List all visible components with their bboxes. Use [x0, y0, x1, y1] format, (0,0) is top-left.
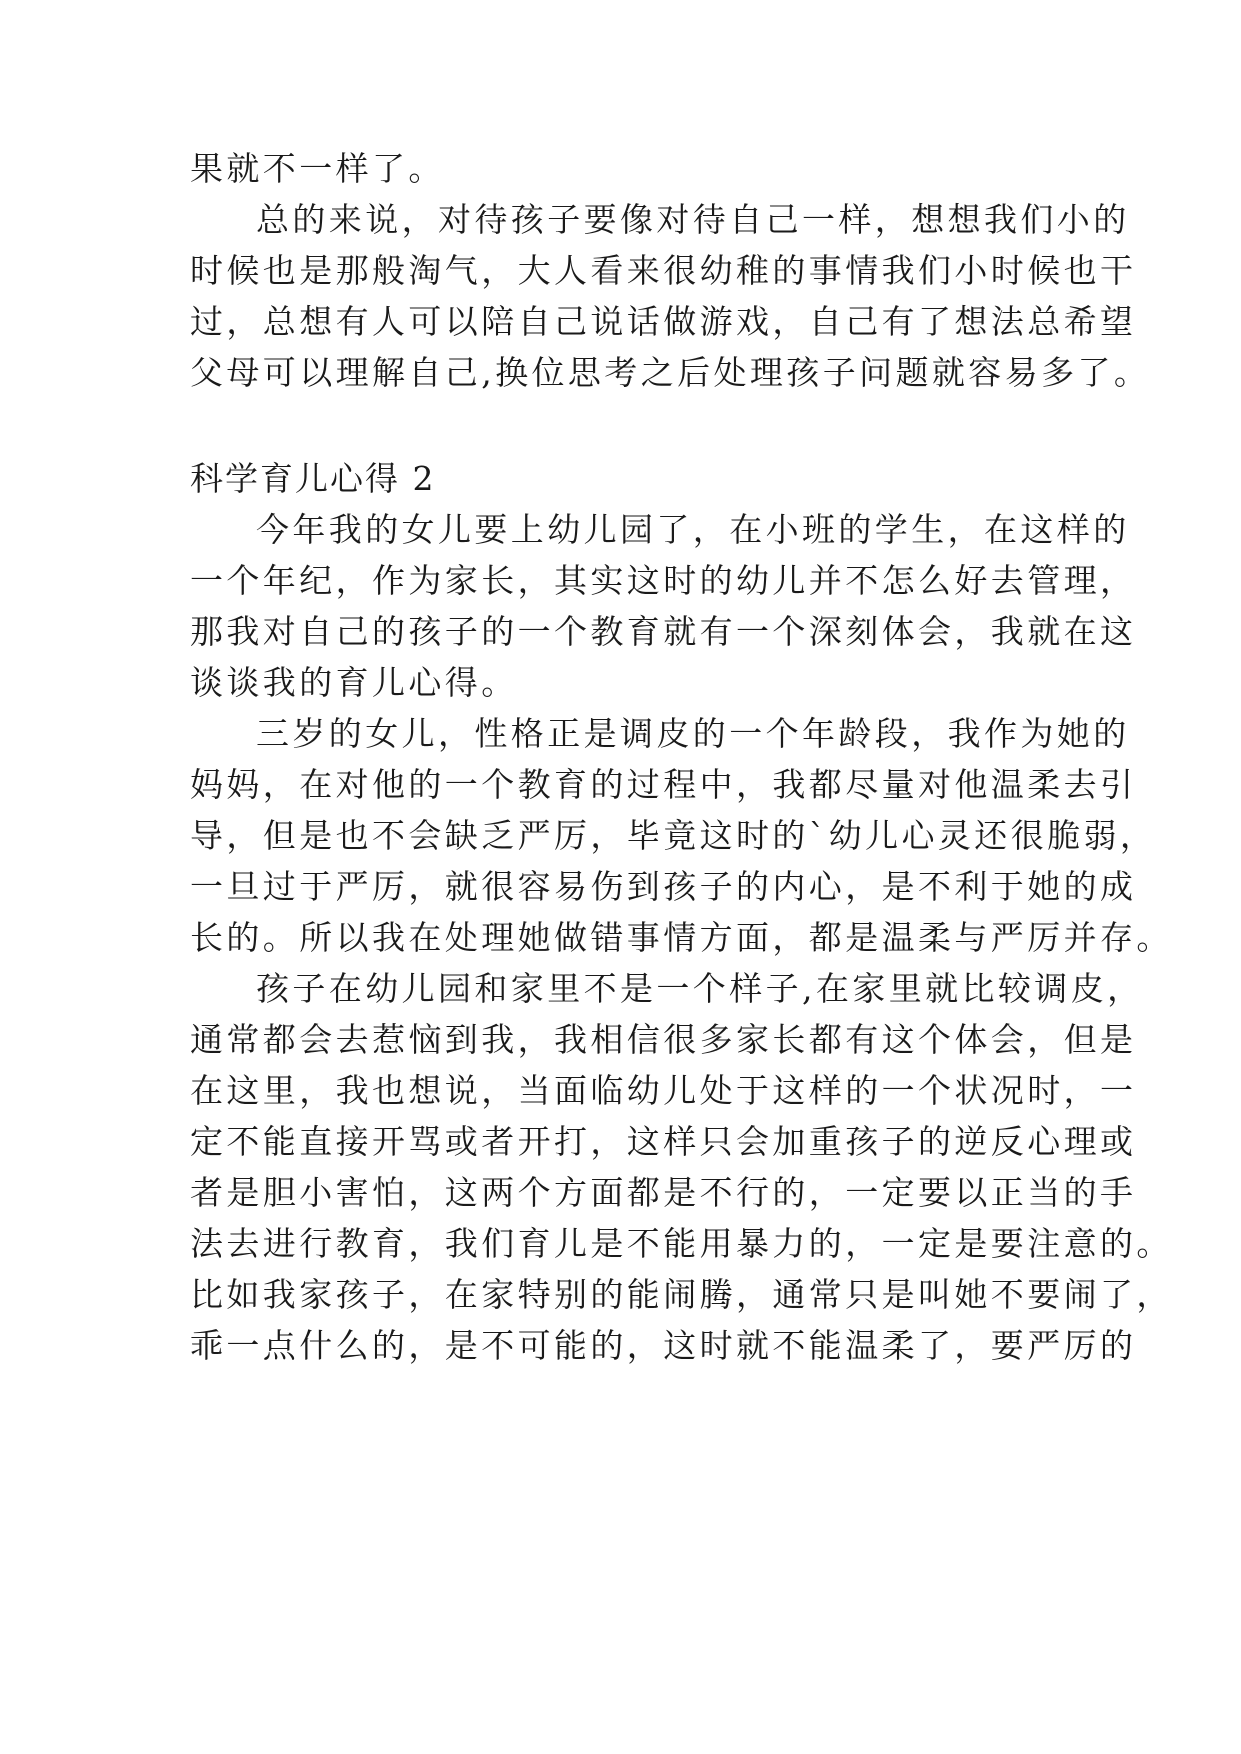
- text-line: 通常都会去惹恼到我，我相信很多家长都有这个体会，但是: [190, 1020, 1137, 1059]
- paragraph-first-line: 今年我的女儿要上幼儿园了，在小班的学生，在这样的: [256, 510, 1130, 549]
- text-line: 果就不一样了。: [190, 149, 445, 188]
- text-line: 过，总想有人可以陪自己说话做游戏，自己有了想法总希望: [190, 302, 1137, 341]
- text-line: 法去进行教育，我们育儿是不能用暴力的，一定是要注意的。: [190, 1224, 1173, 1263]
- paragraph-first-line: 孩子在幼儿园和家里不是一个样子,在家里就比较调皮，: [256, 969, 1144, 1008]
- text-line: 妈妈，在对他的一个教育的过程中，我都尽量对他温柔去引: [190, 765, 1137, 804]
- text-line: 者是胆小害怕，这两个方面都是不行的，一定要以正当的手: [190, 1173, 1137, 1212]
- text-line: 谈谈我的育儿心得。: [190, 663, 518, 702]
- text-line: 乖一点什么的，是不可能的，这时就不能温柔了，要严厉的: [190, 1326, 1137, 1365]
- paragraph-first-line: 总的来说，对待孩子要像对待自己一样，想想我们小的: [256, 200, 1130, 239]
- text-line: 定不能直接开骂或者开打，这样只会加重孩子的逆反心理或: [190, 1122, 1137, 1161]
- text-line: 时候也是那般淘气，大人看来很幼稚的事情我们小时候也干: [190, 251, 1137, 290]
- text-line: 导，但是也不会缺乏严厉，毕竟这时的`幼儿心灵还很脆弱，: [190, 816, 1157, 855]
- text-line: 长的。所以我在处理她做错事情方面，都是温柔与严厉并存。: [190, 918, 1173, 957]
- text-line: 那我对自己的孩子的一个教育就有一个深刻体会，我就在这: [190, 612, 1137, 651]
- text-line: 一个年纪，作为家长，其实这时的幼儿并不怎么好去管理，: [190, 561, 1137, 600]
- text-line: 父母可以理解自己,换位思考之后处理孩子问题就容易多了。: [190, 353, 1151, 392]
- text-line: 在这里，我也想说，当面临幼儿处于这样的一个状况时，一: [190, 1071, 1137, 1110]
- paragraph-first-line: 三岁的女儿，性格正是调皮的一个年龄段，我作为她的: [256, 714, 1130, 753]
- text-line: 比如我家孩子，在家特别的能闹腾，通常只是叫她不要闹了，: [190, 1275, 1173, 1314]
- text-line: 一旦过于严厉，就很容易伤到孩子的内心，是不利于她的成: [190, 867, 1137, 906]
- section-heading: 科学育儿心得 2: [190, 459, 436, 498]
